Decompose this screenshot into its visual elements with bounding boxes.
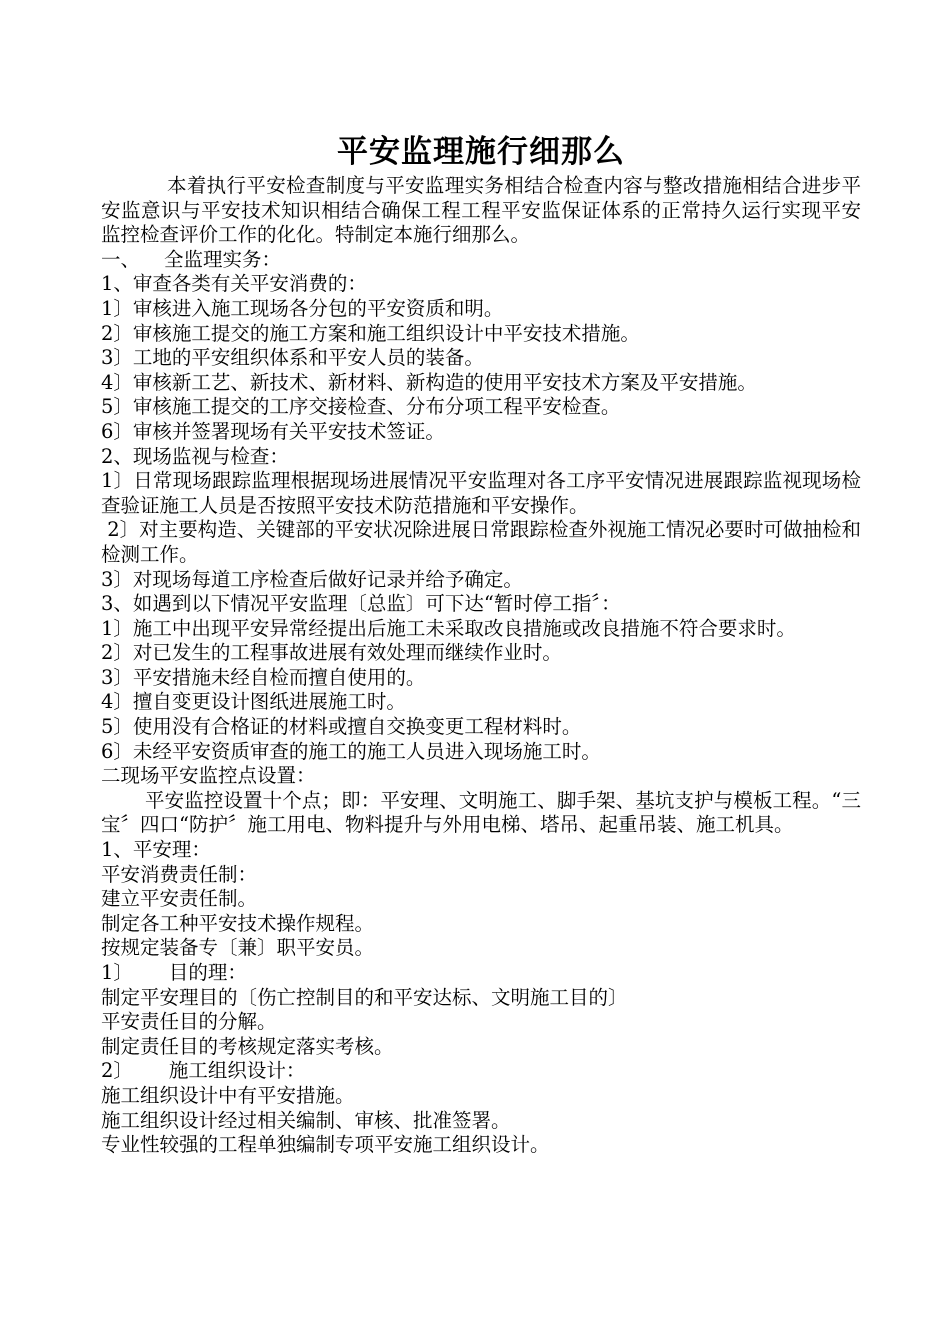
subsection-1-1-heading: 1、审查各类有关平安消费的：	[101, 272, 367, 296]
list-item: 6〕未经平安资质审查的施工的施工人员进入现场施工时。	[101, 739, 601, 763]
subsection-2-1-heading: 1、平安理：	[101, 838, 211, 862]
section-1-title: 全监理实务：	[164, 247, 282, 271]
list-item: 4〕审核新工艺、新技术、新材料、新构造的使用平安技术方案及平安措施。	[101, 370, 757, 394]
section-2-heading: 二现场平安监控点设置：	[101, 764, 316, 788]
subsection-2-1-2-heading	[101, 1059, 861, 1084]
list-item: 5〕审核施工提交的工序交接检查、分布分项工程平安检查。	[101, 395, 621, 419]
list-item: 4〕擅自变更设计图纸进展施工时。	[101, 690, 406, 714]
subsection-1-3-heading: 3、如遇到以下情况平安监理〔总监〕可下达“暂时停工指〞：	[101, 592, 621, 616]
subsection-2-1-2-number: 2〕	[101, 1059, 133, 1083]
list-item: 2〕对主要构造、关键部的平安状况除进展日常跟踪检查外视施工情况必要时可做抽检和检测工作。	[101, 518, 861, 566]
list-item: 6〕审核并签署现场有关平安技术签证。	[101, 419, 445, 443]
list-item: 1〕施工中出现平安异常经提出后施工未采取改良措施或改良措施不符合要求时。	[101, 616, 796, 640]
document-body	[101, 174, 861, 1158]
list-item: 2〕审核施工提交的施工方案和施工组织设计中平安技术措施。	[101, 321, 640, 345]
subsection-2-1-1-number: 1〕	[101, 961, 133, 984]
list-item: 制定责任目的考核规定落实考核。	[101, 1034, 394, 1058]
subsection-2-1-2-title: 施工组织设计：	[168, 1059, 306, 1083]
list-item: 专业性较强的工程单独编制专项平安施工组织设计。	[101, 1133, 550, 1157]
list-item: 1〕日常现场跟踪监理根据现场进展情况平安监理对各工序平安情况进展跟踪监视现场检查验证施工人员是否按照平安技术防范措施和平安操作。	[101, 469, 861, 517]
list-item: 3〕平安措施未经自检而擅自使用的。	[101, 665, 426, 689]
list-item: 制定平安理目的〔伤亡控制目的和平安达标、文明施工目的〕	[101, 985, 628, 1009]
section-1-heading	[101, 248, 861, 273]
list-item: 建立平安责任制。	[101, 887, 258, 911]
list-item: 制定各工种平安技术操作规程。	[101, 911, 375, 935]
intro-paragraph: 本着执行平安检查制度与平安监理实务相结合检查内容与整改措施相结合进步平安监意识与平安技术知识相结合确保工程工程平安监保证体系的正常持久运行实现平安监控检查评价工作的化化。特制定本施行细那么。	[101, 174, 861, 247]
list-item: 平安消费责任制：	[101, 862, 258, 886]
document-title: 平安监理施行细那么	[337, 134, 625, 170]
list-item: 2〕对已发生的工程事故进展有效处理而继续作业时。	[101, 641, 562, 665]
list-item: 按规定装备专〔兼〕职平安员。	[101, 936, 375, 960]
list-item: 3〕工地的平安组织体系和平安人员的装备。	[101, 346, 484, 370]
section-1-number: 一、	[101, 247, 141, 271]
list-item: 3〕对现场每道工序检查后做好记录并给予确定。	[101, 567, 523, 591]
subsection-1-2-heading: 2、现场监视与检查：	[101, 444, 289, 468]
list-item: 施工组织设计中有平安措施。	[101, 1083, 355, 1107]
list-item: 平安责任目的分解。	[101, 1010, 277, 1034]
list-item: 施工组织设计经过相关编制、审核、批准签署。	[101, 1108, 511, 1132]
list-item: 5〕使用没有合格证的材料或擅自交换变更工程材料时。	[101, 715, 582, 739]
subsection-2-1-1-title: 目的理：	[168, 961, 247, 984]
section-2-intro: 平安监控设置十个点；即：平安理、文明施工、脚手架、基坑支护与模板工程。“三宝〞四口“防护〞施工用电、物料提升与外用电梯、塔吊、起重吊装、施工机具。	[101, 788, 861, 837]
list-item: 1〕审核进入施工现场各分包的平安资质和明。	[101, 296, 504, 320]
subsection-2-1-1-heading	[101, 961, 861, 986]
